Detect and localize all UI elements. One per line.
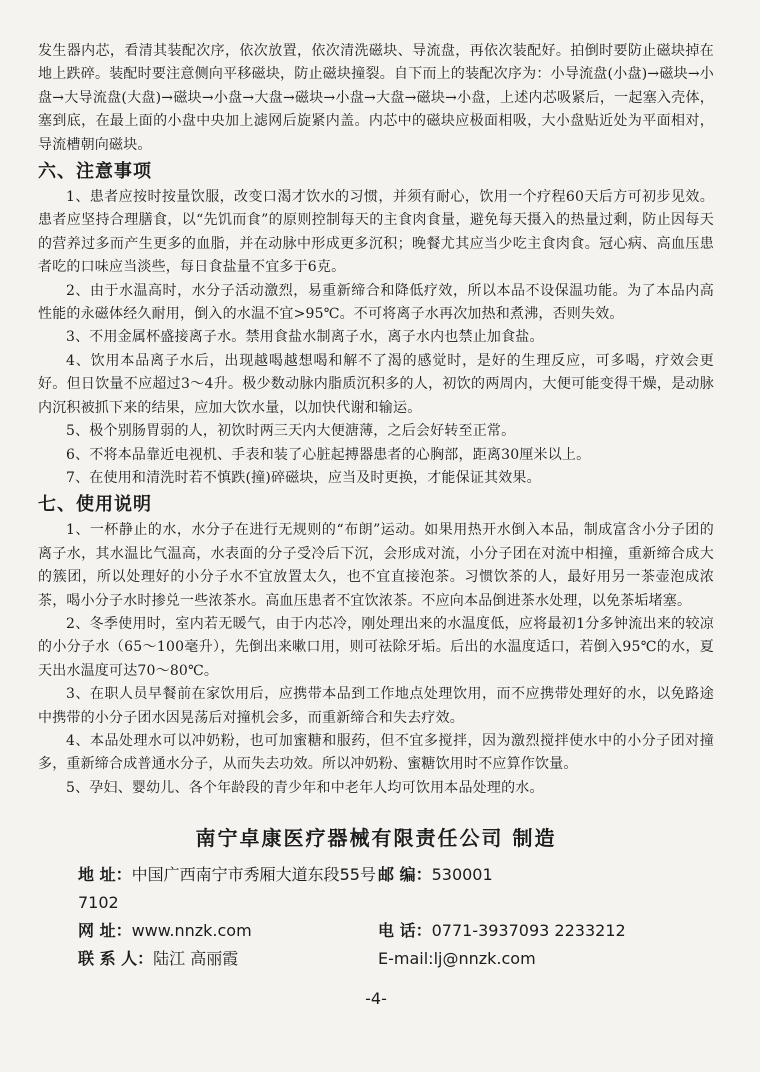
- section-6-item: 3、不用金属杯盛接离子水。禁用食盐水制离子水，离子水内也禁止加食盐。: [66, 329, 544, 346]
- postcode-value: 530001: [431, 865, 493, 885]
- website-label: 网 址：: [78, 921, 132, 941]
- section-7-item: 5、孕妇、婴幼儿、各个年龄段的青少年和中老年人均可饮用本品处理的水。: [66, 779, 544, 796]
- contact-value: 陆江 高丽霞: [153, 949, 239, 969]
- section-6-item: 7、在使用和清洗时若不慎跌(撞)碎磁块，应当及时更换，才能保证其效果。: [66, 469, 541, 486]
- section-6-item: 4、饮用本品离子水后，出现越喝越想喝和解不了渴的感觉时，是好的生理反应，可多喝，疗效会更好。但日饮量不应超过3～4升。极少数动脉内脂质沉积多的人，初饮的两周内，大便可能变得干燥，是动脉内沉积被抓下来的结果，应加大饮水量，以加快代谢和输运。: [38, 352, 714, 416]
- email-label: E-mail:: [378, 949, 434, 969]
- address-value: 中国广西南宁市秀厢大道东段55号7102: [78, 865, 376, 913]
- section-6-item: 1、患者应按时按量饮服，改变口渴才饮水的习惯，并须有耐心，饮用一个疗程60天后方可初步见效。患者应坚持合理膳食，以“先饥而食”的原则控制每天的主食肉食量，避免每天摄入的热量过剩，防止因每天的营养过多而产生更多的血脂，并在动脉中形成更多沉积；晚餐尤其应当少吃主食肉食。冠心病、高血压患者吃的口味应当淡些，每日食盐量不宜多于6克。: [38, 189, 714, 276]
- phone-value: 0771-3937093 2233212: [431, 921, 626, 941]
- section-6-item: 6、不将本品靠近电视机、手表和装了心脏起搏器患者的心胸部，距离30厘米以上。: [66, 446, 591, 463]
- phone-label: 电 话：: [378, 921, 432, 941]
- intro-paragraph: 发生器内芯，看清其装配次序，依次放置，依次清洗磁块、导流盘，再依次装配好。拍倒时要防止磁块掉在地上跌碎。装配时要注意侧向平移磁块，防止磁块撞裂。自下而上的装配次序为：小导流盘(小盘)→磁块→小盘→大导流盘(大盘)→磁块→小盘→大盘→磁块→小盘→大盘→磁块→小盘，上述内芯吸紧后，一起塞入壳体，塞到底，在最上面的小盘中央加上滤网后旋紧内盖。内芯中的磁块应极面相吸，大小盘贴近处为平面相对，导流槽朝向磁块。: [38, 43, 714, 153]
- section-7-item: 3、在职人员早餐前在家饮用后，应携带本品到工作地点处理饮用，而不应携带处理好的水，以免路途中携带的小分子团水因晃荡后对撞机会多，而重新缔合和失去疗效。: [38, 686, 714, 726]
- contact-label: 联 系 人：: [78, 949, 154, 969]
- section-6-item: 2、由于水温高时，水分子活动激烈，易重新缔合和降低疗效，所以本品不设保温功能。为了本品内高性能的永磁体经久耐用，倒入的水温不宜>95℃。不可将离子水再次加热和煮沸，否则失效。: [38, 282, 714, 323]
- address-row: [38, 861, 714, 917]
- page-number: -4-: [365, 989, 387, 1009]
- contact-row: [38, 945, 714, 973]
- section-7-item: 4、本品处理水可以冲奶粉，也可加蜜糖和服药，但不宜多搅拌，因为激烈搅拌使水中的小分子团对撞多，重新缔合成普通水分子，从而失去功效。所以冲奶粉、蜜糖饮用时不应算作饮量。: [38, 732, 714, 773]
- section-7-item: 1、一杯静止的水，水分子在进行无规则的“布朗”运动。如果用热开水倒入本品，制成富含小分子团的离子水，其水温比气温高，水表面的分子受冷后下沉，会形成对流，小分子团在对流中相撞，重新缔合成大的簇团，所以处理好的小分子水不宜放置太久，也不宜直接泡茶。习惯饮茶的人，最好用另一茶壶泡成浓茶，喝小分子水时掺兑一些浓茶水。高血压患者不宜饮浓茶。不应向本品倒进茶水处理，以免茶垢堵塞。: [38, 522, 714, 609]
- address-label: 地 址：: [78, 865, 132, 885]
- company-name: 南宁卓康医疗器械有限责任公司 制造: [195, 826, 557, 851]
- section-7-item: 2、冬季使用时，室内若无暖气，由于内芯冷，刚处理出来的水温度低，应将最初1分多钟流出来的较凉的小分子水（65～100毫升），先倒出来嗽口用，则可祛除牙垢。后出的水温度适口，若倒入95℃的水，夏天出水温度可达70～80℃。: [38, 615, 714, 679]
- section-7-title: 七、使用说明: [38, 494, 152, 516]
- section-6-list: [38, 186, 714, 490]
- section-6-item: 5、极个别肠胃弱的人，初饮时两三天内大便溏薄，之后会好转至正常。: [66, 423, 516, 440]
- website-value: www.nnzk.com: [131, 921, 252, 941]
- section-6-title: 六、注意事项: [38, 161, 152, 183]
- email-value: lj@nnzk.com: [433, 949, 536, 969]
- manufacturer-footer: [38, 822, 714, 1008]
- section-7-list: [38, 519, 714, 800]
- postcode-label: 邮 编：: [378, 865, 432, 885]
- website-row: [38, 917, 714, 945]
